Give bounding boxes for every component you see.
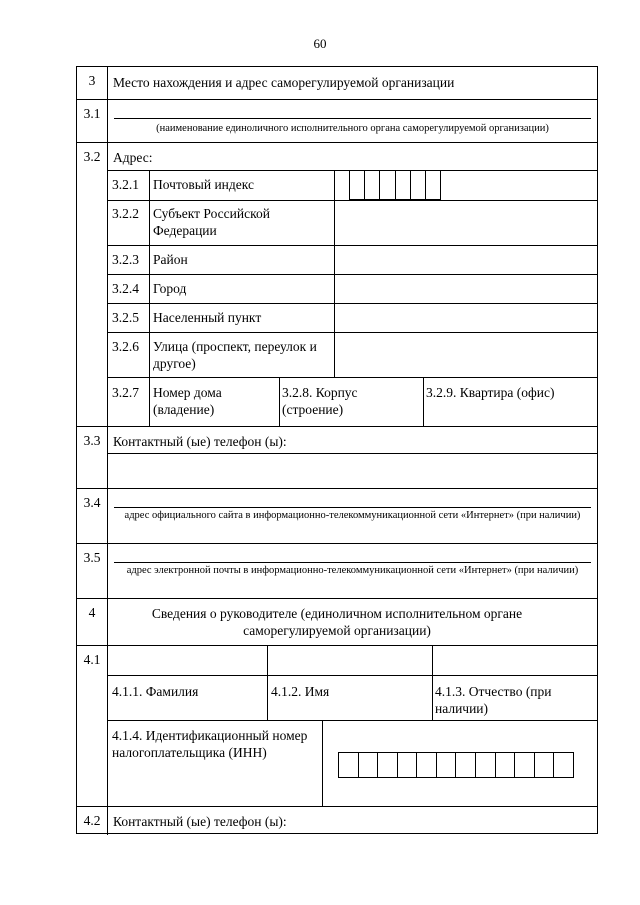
digit-box[interactable] [380,171,395,199]
name-label: 4.1.2. Имя [271,684,330,699]
digit-box[interactable] [456,753,476,777]
district-field[interactable] [335,245,597,274]
digit-box[interactable] [365,171,380,199]
digit-box[interactable] [437,753,457,777]
city-label: Город [153,281,187,296]
item-number: 3.2.2 [112,206,139,221]
item-number: 3.2.1 [112,177,139,192]
apartment-label: 3.2.9. Квартира (офис) [426,385,555,400]
section-number: 3.4 [77,489,108,543]
section-3-2-row [77,142,597,426]
page-number: 60 [313,36,327,51]
address-label: Адрес: [113,150,153,165]
digit-box[interactable] [378,753,398,777]
section-number: 3.2 [77,143,108,426]
street-field[interactable] [335,332,597,377]
section-number: 4.1 [77,646,108,806]
section-number: 4.2 [77,807,108,835]
section-3-row [77,67,597,99]
executive-body-caption: (наименование единоличного исполнительного органа саморегулируемой организации) [156,123,549,134]
contact-phone-label: Контактный (ые) телефон (ы): [113,434,287,449]
fill-line [114,562,591,563]
settlement-field[interactable] [335,303,597,332]
digit-box[interactable] [350,171,365,199]
section-3-5-row [77,543,597,598]
item-number: 3.2.4 [112,281,139,296]
postal-code-boxes[interactable] [349,170,441,200]
manager-phone-label: Контактный (ые) телефон (ы): [113,814,287,829]
region-label: Субъект Российской Федерации [153,206,270,238]
inn-label: 4.1.4. Идентификационный номер налогоплательщика (ИНН) [112,728,308,760]
section-3-3-row [77,426,597,488]
digit-box[interactable] [411,171,426,199]
digit-box[interactable] [496,753,516,777]
digit-box[interactable] [417,753,437,777]
section-4-2-row [77,806,597,835]
settlement-label: Населенный пункт [153,310,262,325]
section-number: 3 [77,67,108,99]
building-label: 3.2.8. Корпус (строение) [282,385,358,417]
digit-box[interactable] [554,753,574,777]
postal-code-label: Почтовый индекс [153,177,254,192]
section-number: 3.3 [77,427,108,488]
website-caption: адрес официального сайта в информационно-телекоммуникационной сети «Интернет» (при наличии) [124,510,581,521]
form-table [76,66,598,834]
surname-label: 4.1.1. Фамилия [112,684,199,699]
patronymic-field[interactable] [433,646,597,675]
street-label: Улица (проспект, переулок и другое) [153,339,317,371]
name-field[interactable] [268,646,431,675]
city-field[interactable] [335,274,597,303]
digit-box[interactable] [339,753,359,777]
section-number: 4 [77,599,108,645]
section-4-1-row [77,645,597,806]
fill-line [114,118,591,119]
digit-box[interactable] [426,171,441,199]
section-3-title: Место нахождения и адрес саморегулируемой организации [113,75,455,90]
section-number: 3.5 [77,544,108,598]
digit-box[interactable] [476,753,496,777]
section-3-4-row [77,488,597,543]
section-4-row [77,598,597,645]
district-label: Район [153,252,188,267]
item-number: 3.2.6 [112,339,139,354]
house-number-label: Номер дома (владение) [153,385,222,417]
section-number: 3.1 [77,100,108,142]
digit-box[interactable] [515,753,535,777]
item-number: 3.2.5 [112,310,139,325]
region-field[interactable] [335,200,597,245]
patronymic-label: 4.1.3. Отчество (при наличии) [435,684,552,716]
surname-field[interactable] [109,646,266,675]
fill-line [114,507,591,508]
item-number: 3.2.7 [112,385,139,400]
contact-phone-field[interactable] [109,454,597,488]
digit-box[interactable] [396,171,411,199]
digit-box[interactable] [398,753,418,777]
digit-box[interactable] [359,753,379,777]
email-caption: адрес электронной почты в информационно-телекоммуникационной сети «Интернет» (при наличии) [126,565,579,576]
section-4-title: Сведения о руководителе (единоличном исполнительном органе саморегулируемой организации) [151,606,523,638]
inn-boxes[interactable] [338,752,574,778]
item-number: 3.2.3 [112,252,139,267]
section-3-1-row [77,99,597,142]
digit-box[interactable] [535,753,555,777]
